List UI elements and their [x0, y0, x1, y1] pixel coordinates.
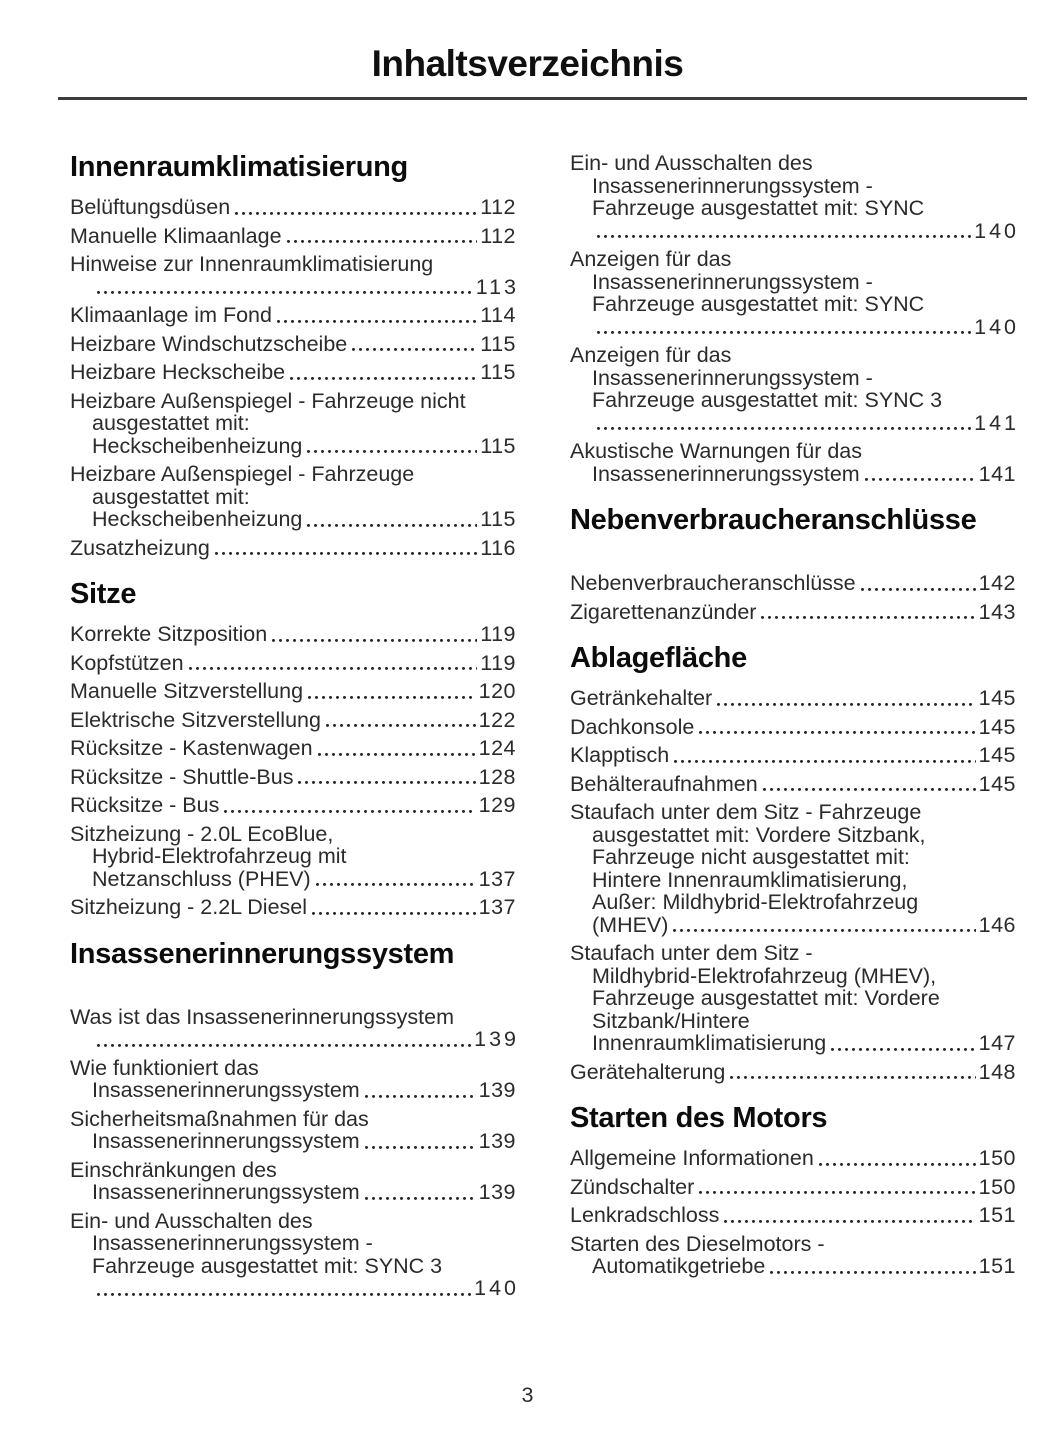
toc-entry[interactable] [70, 304, 516, 327]
toc-entry-row [70, 537, 516, 560]
toc-column-right [570, 151, 1019, 1306]
dotted-leader [730, 1061, 975, 1084]
entry-text: ausgestattet mit: Vordere Sitzbank, [592, 822, 926, 847]
toc-entry-row [570, 1061, 1016, 1084]
entry-text: Rücksitze - Bus [70, 793, 220, 817]
entry-page-number: 143 [978, 599, 1016, 624]
dotted-leader [272, 623, 477, 646]
entry-text: Außer: Mildhybrid-Elektrofahrzeug [592, 890, 919, 914]
toc-entry[interactable] [70, 896, 516, 919]
entry-text: Fahrzeuge ausgestattet mit: SYNC [592, 292, 925, 316]
entry-text: Automatikgetriebe [592, 1254, 766, 1278]
toc-entry[interactable] [570, 1176, 1016, 1199]
entry-text: Dachkonsole [570, 714, 695, 739]
toc-entry-row [70, 737, 516, 760]
entry-page-number: 142 [978, 571, 1016, 595]
entry-text: Mildhybrid-Elektrofahrzeug (MHEV), [592, 963, 937, 988]
entry-text: Ein- und Ausschalten des [70, 1208, 313, 1233]
dotted-leader [308, 680, 476, 703]
entry-page-number: 113 [475, 274, 519, 299]
entry-text: Heckscheibenheizung [92, 433, 303, 458]
dotted-leader [724, 1204, 975, 1227]
toc-content [70, 100, 1055, 1306]
toc-entry[interactable] [70, 361, 516, 384]
dotted-leader [717, 687, 975, 710]
entry-text: Staufach unter dem Sitz - Fahrzeuge [570, 800, 922, 824]
dotted-leader [352, 333, 477, 356]
toc-entry-row [70, 225, 516, 248]
toc-entry[interactable] [570, 247, 1019, 339]
entry-page-number: 120 [478, 679, 516, 703]
entry-text: Zündschalter [570, 1174, 695, 1199]
toc-entry[interactable] [70, 737, 516, 760]
toc-entry-row [70, 435, 516, 458]
dotted-leader [819, 1147, 976, 1170]
toc-entry[interactable] [570, 801, 1016, 936]
toc-entry-row [70, 1079, 516, 1102]
section-heading: Innenraumklimatisierung [70, 151, 408, 183]
dotted-leader [307, 435, 477, 458]
toc-entry-row [70, 333, 516, 356]
toc-entry[interactable] [70, 537, 516, 560]
toc-entry-row [70, 680, 516, 703]
toc-entry-row [70, 196, 516, 219]
entry-text: Rücksitze - Kastenwagen [70, 736, 313, 760]
toc-entry-row [570, 914, 1016, 937]
entry-text: Gerätehalterung [570, 1059, 726, 1084]
entry-page-number: 147 [978, 1031, 1016, 1055]
toc-entry[interactable] [70, 1159, 516, 1204]
entry-text: Was ist das Insassenerinnerungssystem [70, 1004, 454, 1029]
entry-text: Behälteraufnahmen [570, 771, 758, 796]
toc-entry-leader-row [70, 1027, 519, 1051]
dotted-leader [770, 1255, 975, 1278]
entry-text: Fahrzeuge ausgestattet mit: SYNC [592, 196, 925, 220]
entry-text: Staufach unter dem Sitz - [570, 941, 813, 965]
entry-text: Fahrzeuge nicht ausgestattet mit: [592, 845, 910, 869]
toc-entry-leader-row [70, 1276, 519, 1300]
entry-text: Getränkehalter [570, 686, 713, 710]
entry-text: Heizbare Außenspiegel - Fahrzeuge nicht [70, 388, 466, 413]
toc-entry[interactable] [70, 680, 516, 703]
entry-text: Ein- und Ausschalten des [570, 151, 813, 175]
toc-entry-row [70, 766, 516, 789]
toc-entry[interactable] [70, 463, 516, 531]
entry-text: Wie funktioniert das [70, 1055, 259, 1080]
entry-text: Insassenerinnerungssystem - [592, 173, 873, 198]
entry-text: Insassenerinnerungssystem - [92, 1231, 373, 1255]
dotted-leader [307, 508, 477, 531]
dotted-leader [865, 463, 976, 486]
dotted-leader [761, 601, 975, 624]
toc-section [70, 937, 519, 1300]
dotted-leader [597, 316, 971, 339]
entry-page-number: 140 [474, 1276, 519, 1300]
dotted-leader [365, 1079, 476, 1102]
toc-section [70, 151, 519, 560]
entry-page-number: 114 [480, 303, 516, 327]
entry-page-number: 139 [478, 1129, 516, 1153]
entry-text: Rücksitze - Shuttle-Bus [70, 764, 294, 789]
dotted-leader [597, 220, 971, 243]
entry-page-number: 139 [478, 1180, 516, 1204]
entry-page-number: 146 [978, 912, 1016, 937]
toc-entry-row [70, 361, 516, 384]
entry-text: Elektrische Sitzverstellung [70, 707, 321, 732]
toc-entry[interactable] [570, 1147, 1016, 1170]
entry-text: ausgestattet mit: [92, 411, 250, 435]
toc-entry[interactable] [570, 744, 1016, 767]
entry-text: Belüftungsdüsen [70, 195, 231, 219]
toc-entry-row [570, 773, 1016, 796]
entry-text: Anzeigen für das [570, 343, 732, 367]
dotted-leader [97, 1028, 471, 1051]
entry-page-number: 115 [480, 433, 516, 458]
toc-entry-row [570, 1147, 1016, 1170]
dotted-leader [674, 744, 975, 767]
entry-page-number: 112 [480, 195, 516, 219]
entry-text: Insassenerinnerungssystem [92, 1180, 360, 1204]
entry-text: Kopfstützen [70, 650, 184, 675]
dotted-leader [365, 1181, 476, 1204]
entry-page-number: 116 [480, 535, 516, 560]
dotted-leader [312, 896, 476, 919]
section-heading: Ablagefläche [570, 642, 747, 674]
entry-page-number: 119 [480, 622, 516, 646]
toc-entry[interactable] [570, 151, 1019, 243]
toc-entry[interactable] [570, 601, 1016, 624]
dotted-leader [235, 196, 477, 219]
toc-entry[interactable] [570, 773, 1016, 796]
entry-text: Hybrid-Elektrofahrzeug mit [92, 844, 347, 868]
section-heading: Insassenerinnerungssystem [70, 937, 455, 970]
entry-page-number: 140 [974, 218, 1019, 243]
toc-entry[interactable] [70, 823, 516, 891]
entry-page-number: 137 [478, 866, 516, 891]
dotted-leader [298, 766, 475, 789]
toc-section [570, 151, 1019, 486]
toc-entry[interactable] [570, 716, 1016, 739]
entry-page-number: 145 [978, 686, 1016, 710]
toc-entry-row [570, 744, 1016, 767]
toc-entry-row [70, 304, 516, 327]
entry-page-number: 115 [480, 360, 516, 384]
entry-page-number: 140 [974, 314, 1019, 339]
entry-page-number: 124 [478, 736, 516, 760]
entry-page-number: 148 [978, 1059, 1016, 1084]
entry-page-number: 151 [978, 1203, 1016, 1227]
toc-section [570, 505, 1016, 623]
toc-entry[interactable] [570, 1233, 1016, 1278]
dotted-leader [318, 737, 476, 760]
toc-entry-leader-row [570, 218, 1019, 243]
entry-page-number: 129 [478, 793, 516, 817]
dotted-leader [316, 868, 476, 891]
entry-page-number: 139 [474, 1027, 519, 1051]
dotted-leader [189, 652, 478, 675]
dotted-leader [763, 773, 976, 796]
entry-page-number: 112 [480, 223, 516, 248]
dotted-leader [97, 276, 473, 299]
dotted-leader [699, 1176, 975, 1199]
toc-entry[interactable] [70, 333, 516, 356]
toc-entry-row [70, 652, 516, 675]
toc-entry-row [70, 896, 516, 919]
toc-entry-leader-row [70, 274, 519, 299]
toc-entry-row [570, 463, 1016, 486]
dotted-leader [326, 709, 476, 732]
dotted-leader [290, 361, 477, 384]
toc-entry[interactable] [70, 196, 516, 219]
page-number-footer: 3 [521, 1383, 534, 1407]
entry-text: Akustische Warnungen für das [570, 439, 862, 463]
toc-entry[interactable] [570, 687, 1016, 710]
entry-text: Zusatzheizung [70, 535, 210, 560]
entry-page-number: 151 [978, 1254, 1016, 1278]
entry-text: Einschränkungen des [70, 1157, 277, 1182]
entry-text: Fahrzeuge ausgestattet mit: SYNC 3 [92, 1253, 443, 1278]
entry-text: Anzeigen für das [570, 247, 732, 271]
toc-section [70, 579, 516, 919]
entry-page-number: 141 [974, 410, 1019, 435]
dotted-leader [287, 225, 478, 248]
toc-entry-row [70, 1130, 516, 1153]
toc-entry[interactable] [70, 252, 519, 299]
toc-column-left [70, 151, 519, 1306]
toc-entry[interactable] [70, 709, 516, 732]
dotted-leader [97, 1277, 471, 1300]
toc-entry-leader-row [570, 314, 1019, 339]
toc-entry[interactable] [70, 1057, 516, 1102]
entry-page-number: 115 [480, 331, 516, 356]
entry-text: Fahrzeuge ausgestattet mit: Vordere [592, 986, 940, 1010]
toc-entry-row [570, 687, 1016, 710]
entry-text: Hinweise zur Innenraumklimatisierung [70, 252, 434, 276]
toc-entry[interactable] [70, 766, 516, 789]
toc-entry-row [570, 1032, 1016, 1055]
entry-text: Heizbare Windschutzscheibe [70, 331, 348, 356]
toc-entry[interactable] [570, 440, 1016, 485]
toc-entry[interactable] [570, 942, 1016, 1055]
toc-entry-leader-row [570, 410, 1019, 435]
dotted-leader [831, 1032, 975, 1055]
entry-text: ausgestattet mit: [92, 484, 250, 509]
entry-text: Sicherheitsmaßnahmen für das [70, 1106, 369, 1131]
entry-text: Sitzbank/Hintere [592, 1008, 750, 1033]
dotted-leader [215, 537, 477, 560]
entry-text: Korrekte Sitzposition [70, 622, 268, 646]
entry-text: Innenraumklimatisierung [592, 1031, 827, 1055]
toc-entry[interactable] [70, 652, 516, 675]
toc-entry-row [70, 709, 516, 732]
dotted-leader [673, 914, 975, 937]
entry-page-number: 137 [478, 895, 516, 919]
entry-text: Klapptisch [570, 743, 670, 767]
toc-entry-row [570, 1204, 1016, 1227]
toc-entry[interactable] [570, 1204, 1016, 1227]
entry-text: Klimaanlage im Fond [70, 303, 272, 327]
entry-text: Starten des Dieselmotors - [570, 1231, 825, 1256]
section-heading: Nebenverbraucheranschlüsse [570, 504, 977, 536]
toc-entry[interactable] [70, 1004, 519, 1051]
entry-text: Heizbare Heckscheibe [70, 360, 286, 384]
entry-page-number: 119 [480, 650, 516, 675]
entry-text: Sitzheizung - 2.2L Diesel [70, 895, 308, 919]
toc-entry-row [70, 1181, 516, 1204]
entry-text: Heizbare Außenspiegel - Fahrzeuge [70, 462, 415, 486]
entry-page-number: 128 [478, 764, 516, 789]
entry-text: Manuelle Sitzverstellung [70, 679, 304, 703]
toc-entry-row [570, 572, 1016, 595]
toc-entry-row [570, 1176, 1016, 1199]
entry-text: Zigarettenanzünder [570, 599, 757, 624]
toc-entry[interactable] [570, 343, 1019, 435]
entry-text: Heckscheibenheizung [92, 507, 303, 531]
entry-page-number: 122 [478, 707, 516, 732]
entry-text: Manuelle Klimaanlage [70, 223, 282, 248]
toc-entry-row [70, 508, 516, 531]
dotted-leader [277, 304, 477, 327]
entry-page-number: 150 [978, 1146, 1016, 1170]
toc-entry[interactable] [70, 1108, 516, 1153]
entry-text: Insassenerinnerungssystem [92, 1129, 360, 1153]
toc-entry-row [570, 601, 1016, 624]
toc-entry-row [570, 716, 1016, 739]
entry-text: Hintere Innenraumklimatisierung, [592, 867, 908, 892]
entry-text: Nebenverbraucheranschlüsse [570, 571, 856, 595]
entry-text: Insassenerinnerungssystem - [592, 269, 873, 294]
toc-entry[interactable] [70, 1208, 519, 1300]
entry-text: Insassenerinnerungssystem - [592, 365, 873, 390]
toc-entry-row [70, 794, 516, 817]
entry-text: Insassenerinnerungssystem [592, 461, 860, 486]
section-heading: Starten des Motors [570, 1102, 828, 1134]
toc-entry[interactable] [570, 1061, 1016, 1084]
toc-entry[interactable] [70, 225, 516, 248]
dotted-leader [699, 716, 975, 739]
entry-page-number: 145 [978, 771, 1016, 796]
toc-section [570, 1103, 1016, 1278]
dotted-leader [597, 412, 971, 435]
toc-entry[interactable] [70, 623, 516, 646]
entry-text: Sitzheizung - 2.0L EcoBlue, [70, 821, 334, 846]
entry-text: Lenkradschloss [570, 1203, 720, 1227]
dotted-leader [861, 572, 976, 595]
dotted-leader [365, 1130, 476, 1153]
toc-entry[interactable] [70, 390, 516, 458]
entry-page-number: 150 [978, 1174, 1016, 1199]
toc-entry[interactable] [70, 794, 516, 817]
entry-page-number: 145 [978, 743, 1016, 767]
toc-entry[interactable] [570, 572, 1016, 595]
entry-text: Insassenerinnerungssystem [92, 1078, 360, 1102]
toc-entry-row [570, 1255, 1016, 1278]
toc-entry-row [70, 623, 516, 646]
page-title: Inhaltsverzeichnis [371, 43, 684, 84]
toc-section [570, 643, 1016, 1083]
entry-page-number: 141 [978, 461, 1016, 486]
entry-text: Fahrzeuge ausgestattet mit: SYNC 3 [592, 388, 943, 412]
entry-page-number: 145 [978, 714, 1016, 739]
entry-text: Netzanschluss (PHEV) [92, 866, 311, 891]
entry-page-number: 115 [480, 507, 516, 531]
entry-text: (MHEV) [592, 912, 669, 937]
entry-page-number: 139 [478, 1078, 516, 1102]
section-heading: Sitze [70, 578, 137, 610]
entry-text: Allgemeine Informationen [570, 1146, 814, 1170]
toc-entry-row [70, 868, 516, 891]
dotted-leader [224, 794, 475, 817]
